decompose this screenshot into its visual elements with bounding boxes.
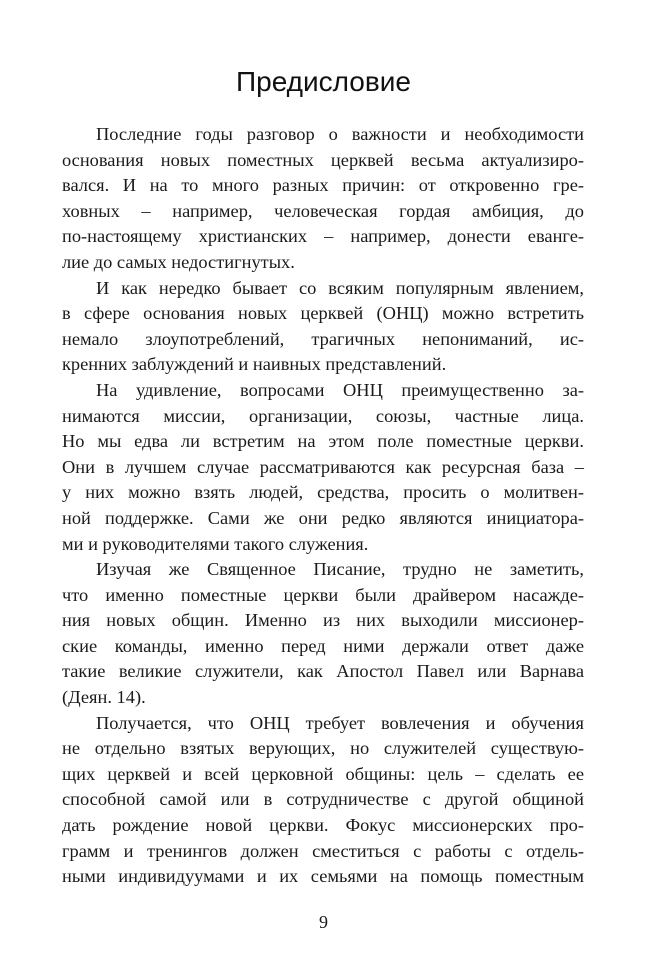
paragraph (62, 276, 584, 378)
page-title: Предисловие (236, 66, 411, 97)
text-line: у них можно взять людей, средства, просить о молитвен- (62, 482, 584, 503)
text-line: такие великие служители, как Апостол Павел или Варнава (62, 661, 584, 682)
text-line: (Деян. 14). (62, 687, 146, 708)
text-line: нимаются миссии, организации, союзы, частные лица. (62, 405, 584, 426)
text-line: что именно поместные церкви были драйвером насажде- (62, 584, 584, 605)
text-line: ния новых общин. Именно из них выходили миссионер- (62, 610, 584, 631)
text-line: Получается, что ОНЦ требует вовлечения и обучения (96, 712, 584, 733)
text-line: ной поддержке. Сами же они редко являются инициатора- (62, 507, 584, 528)
text-line: грамм и тренингов должен сместиться с работы с отдель- (62, 840, 584, 861)
text-line: ховных – например, человеческая гордая амбиция, до (62, 200, 584, 221)
text-line: лие до самых недостигнутых. (62, 251, 295, 272)
text-line: На удивление, вопросами ОНЦ преимущественно за- (96, 379, 584, 400)
paragraph (62, 378, 584, 557)
text-line: Но мы едва ли встретим на этом поле поместные церкви. (62, 431, 584, 452)
text-line: по-настоящему христианских – например, донести еванге- (62, 226, 584, 247)
paragraph (62, 711, 584, 890)
text-line: щих церквей и всей церковной общины: цель – сделать ее (62, 763, 584, 784)
page-number: 9 (319, 912, 328, 932)
text-line: в сфере основания новых церквей (ОНЦ) можно встретить (62, 303, 584, 324)
body-text (62, 122, 584, 890)
text-line: ными индивидуумами и их семьями на помощь поместным (62, 866, 584, 887)
paragraph (62, 557, 584, 711)
text-line: немало злоупотреблений, трагичных непониманий, ис- (62, 328, 584, 349)
text-line: основания новых поместных церквей весьма актуализиро- (62, 149, 584, 170)
text-line: И как нередко бывает со всяким популярным явлением, (96, 277, 584, 298)
text-line: вался. И на то много разных причин: от откровенно гре- (62, 175, 584, 196)
paragraph (62, 122, 584, 276)
text-line: способной самой или в сотрудничестве с другой общиной (62, 789, 584, 810)
text-line: кренних заблуждений и наивных представлений. (62, 354, 447, 375)
text-line: ми и руководителями такого служения. (62, 533, 369, 554)
text-line: дать рождение новой церкви. Фокус миссионерских про- (62, 815, 584, 836)
text-line: Изучая же Священное Писание, трудно не заметить, (96, 559, 584, 580)
text-line: Они в лучшем случае рассматриваются как ресурсная база – (62, 456, 584, 477)
text-line: ские команды, именно перед ними держали ответ даже (62, 635, 584, 656)
text-line: не отдельно взятых верующих, но служителей существую- (62, 738, 584, 759)
text-line: Последние годы разговор о важности и необходимости (96, 124, 584, 144)
